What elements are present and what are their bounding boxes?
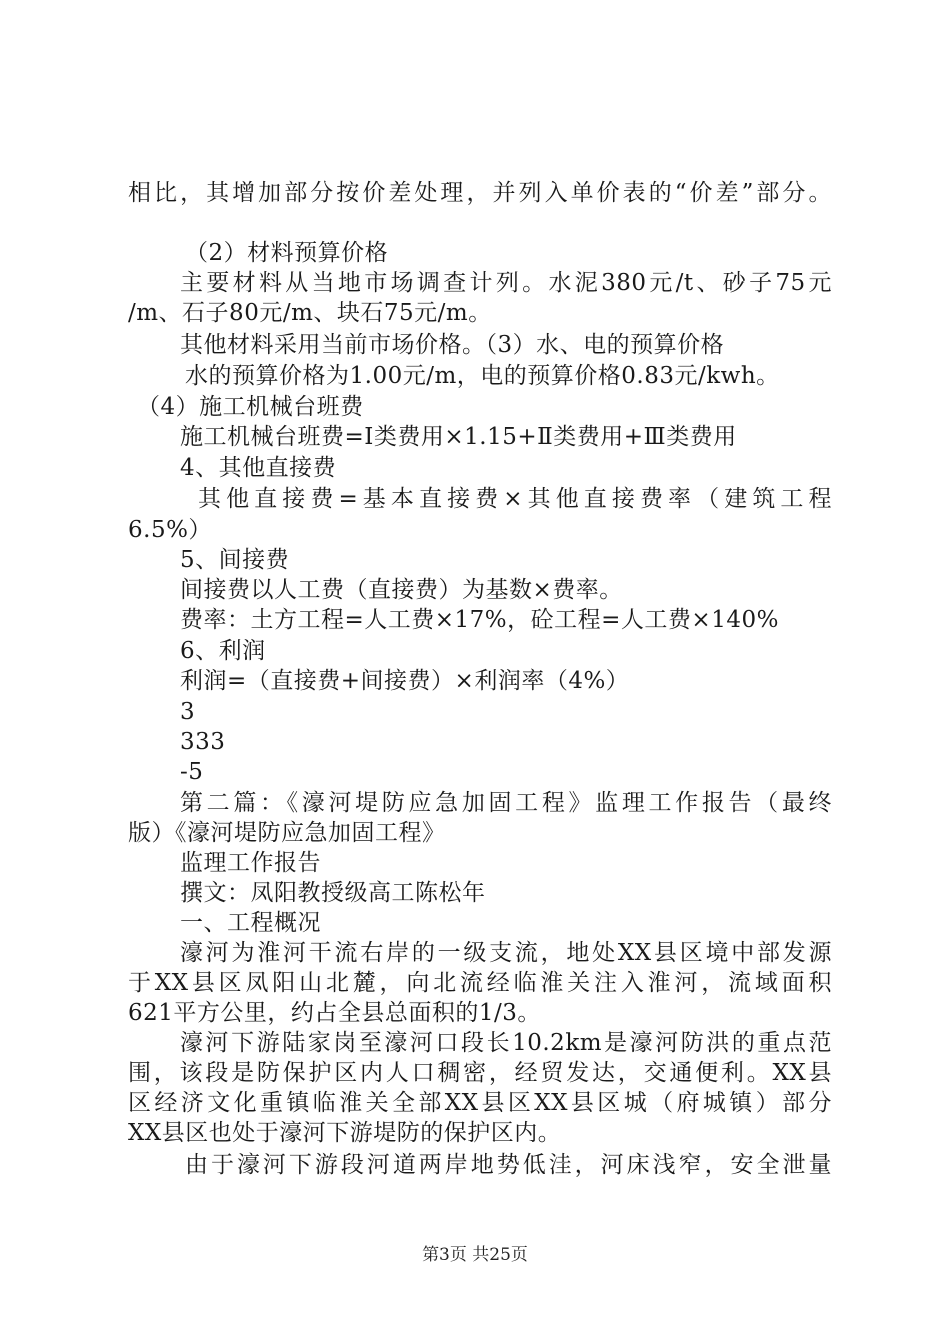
text-line: 相比，其增加部分按价差处理，并列入单价表的“价差”部分。: [128, 180, 832, 206]
section-heading: 6、利润: [180, 638, 266, 664]
text-line: 施工机械台班费=Ⅰ类费用×1.15+Ⅱ类费用+Ⅲ类费用: [180, 424, 737, 450]
chapter-title: 版）《濠河堤防应急加固工程》: [128, 820, 446, 846]
text-line: 333: [180, 729, 226, 755]
text-line: 于XX县区凤阳山北麓，向北流经临淮关注入淮河，流域面积: [128, 970, 832, 996]
text-line: 撰文：凤阳教授级高工陈松年: [180, 880, 486, 906]
text-line: 监理工作报告: [180, 850, 321, 876]
text-line: 濠河为淮河干流右岸的一级支流，地处XX县区境中部发源: [180, 940, 832, 966]
text-line: 费率：土方工程=人工费×17%，砼工程=人工费×140%: [180, 607, 779, 633]
text-line: 3: [180, 699, 196, 725]
text-line: XX县区也处于濠河下游堤防的保护区内。: [128, 1120, 562, 1146]
text-line: 其他直接费=基本直接费×其他直接费率（建筑工程: [198, 486, 832, 512]
text-line: 区经济文化重镇临淮关全部XX县区XX县区城（府城镇）部分: [128, 1090, 832, 1116]
section-heading: （4）施工机械台班费: [137, 394, 364, 420]
text-line: 其他材料采用当前市场价格。（3）水、电的预算价格: [180, 332, 725, 358]
text-line: 621平方公里，约占全县总面积的1/3。: [128, 1000, 541, 1026]
page-footer: 第3页 共25页: [422, 1245, 528, 1265]
text-line: 濠河下游陆家岗至濠河口段长10.2km是濠河防洪的重点范: [180, 1030, 832, 1056]
text-line: 主要材料从当地市场调查计列。水泥380元/t、砂子75元: [180, 270, 832, 296]
text-line: 利润=（直接费+间接费）×利润率（4%）: [180, 668, 630, 694]
text-line: 6.5%）: [128, 517, 212, 543]
text-line: /m、石子80元/m、块石75元/m。: [128, 300, 492, 326]
text-line: 由于濠河下游段河道两岸地势低洼，河床浅窄，安全泄量: [185, 1152, 832, 1178]
section-heading: （2）材料预算价格: [185, 240, 389, 266]
text-line: 水的预算价格为1.00元/m，电的预算价格0.83元/kwh。: [185, 363, 780, 389]
text-line: 间接费以人工费（直接费）为基数×费率。: [180, 577, 623, 603]
chapter-title: 第二篇：《濠河堤防应急加固工程》监理工作报告（最终: [180, 790, 832, 816]
section-heading: 一、工程概况: [180, 910, 321, 936]
section-heading: 5、间接费: [180, 547, 290, 573]
section-heading: 4、其他直接费: [180, 455, 337, 481]
text-line: 围，该段是防保护区内人口稠密，经贸发达，交通便利。XX县: [128, 1060, 832, 1086]
text-line: -5: [180, 759, 204, 785]
